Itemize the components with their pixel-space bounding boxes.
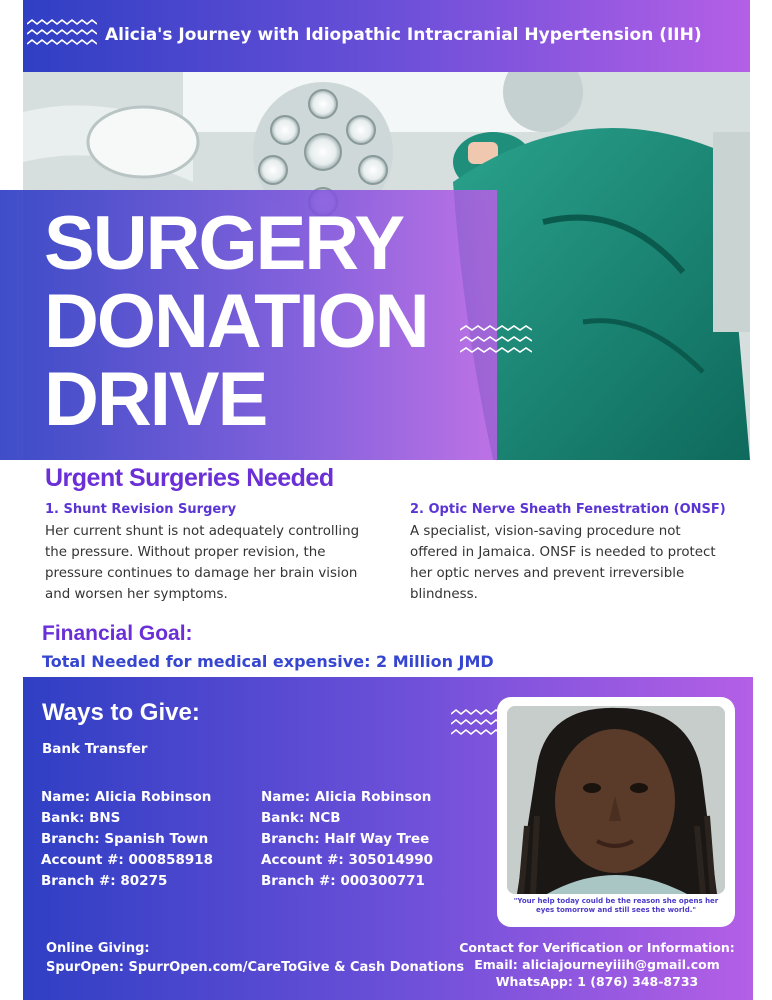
account-name: Name: Alicia Robinson (261, 789, 432, 805)
surgery-1-line: pressure continues to damage her brain vision (45, 566, 358, 581)
account-branch: Branch: Half Way Tree (261, 831, 430, 847)
contact-info (457, 939, 737, 990)
account-name: Name: Alicia Robinson (41, 789, 212, 805)
surgeries-title: Urgent Surgeries Needed (45, 464, 334, 492)
account-branch-number: Branch #: 000300771 (261, 873, 425, 889)
bank-account-ncb (261, 787, 433, 892)
account-number: Account #: 000858918 (41, 852, 214, 868)
surgery-1-line: the pressure. Without proper revision, the (45, 545, 326, 560)
zigzag-decoration-icon (460, 324, 532, 360)
zigzag-decoration-icon (27, 18, 97, 54)
hero-title-line-3: DRIVE (44, 357, 267, 442)
account-bank: Bank: BNS (41, 810, 121, 826)
online-giving-link[interactable]: SpurOpen: SpurrOpen.com/CareToGive & Cash Donations (46, 960, 465, 975)
surgery-1-description (45, 521, 385, 605)
surgery-2-line: blindness. (410, 587, 478, 602)
surgery-1-heading: 1. Shunt Revision Surgery (45, 502, 237, 517)
financial-goal-label: Financial Goal: (42, 622, 193, 645)
header-banner (23, 0, 750, 72)
portrait-illustration (507, 706, 725, 894)
contact-email[interactable]: Email: aliciajourneyiiih@gmail.com (474, 957, 720, 972)
online-giving-label: Online Giving: (46, 941, 150, 956)
header-title: Alicia's Journey with Idiopathic Intracranial Hypertension (IIH) (105, 25, 702, 45)
portrait-photo (507, 706, 725, 894)
bank-transfer-label: Bank Transfer (42, 741, 148, 757)
contact-label: Contact for Verification or Information: (459, 940, 735, 955)
bank-account-bns (41, 787, 213, 892)
ways-to-give-panel (23, 677, 753, 1000)
account-branch: Branch: Spanish Town (41, 831, 209, 847)
account-branch-number: Branch #: 80275 (41, 873, 168, 889)
account-bank: Bank: NCB (261, 810, 341, 826)
contact-whatsapp[interactable]: WhatsApp: 1 (876) 348-8733 (495, 974, 699, 989)
surgery-1-line: Her current shunt is not adequately controlling (45, 524, 360, 539)
portrait-card (497, 697, 735, 927)
hero-title-line-1: SURGERY (44, 201, 404, 286)
online-giving (46, 939, 464, 977)
account-number: Account #: 305014990 (261, 852, 434, 868)
portrait-quote: "Your help today could be the reason she opens her eyes tomorrow and still sees the world." (513, 897, 719, 914)
surgery-2-line: A specialist, vision-saving procedure not (410, 524, 681, 539)
hero-title-panel (0, 190, 497, 460)
surgery-1-line: and worsen her symptoms. (45, 587, 228, 602)
hero-title-line-2: DONATION (44, 279, 428, 364)
financial-goal-text: Total Needed for medical expensive: 2 Million JMD (42, 652, 494, 671)
surgery-2-heading: 2. Optic Nerve Sheath Fenestration (ONSF) (410, 502, 726, 517)
ways-to-give-title: Ways to Give: (42, 699, 200, 726)
surgery-2-description (410, 521, 750, 605)
surgery-2-line: offered in Jamaica. ONSF is needed to protect (410, 545, 716, 560)
surgery-2-line: her optic nerves and prevent irreversible (410, 566, 685, 581)
